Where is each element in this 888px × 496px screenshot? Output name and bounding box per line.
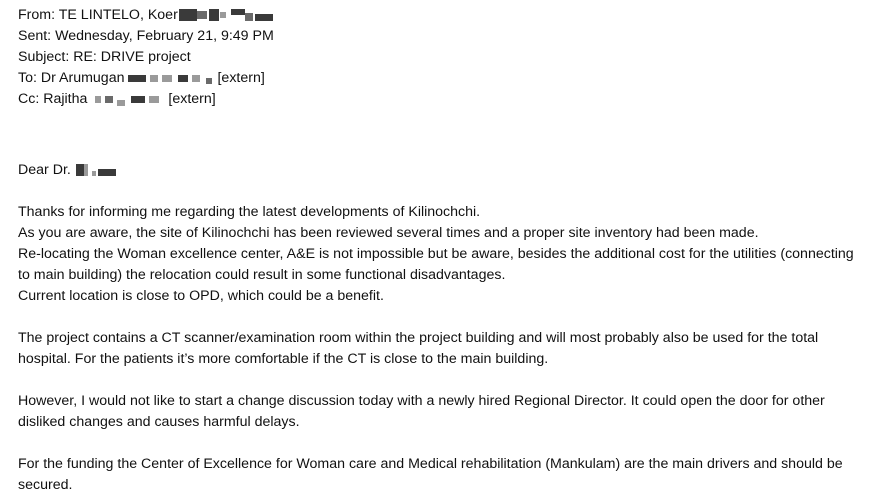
redacted-block <box>76 164 118 176</box>
spacer <box>18 152 884 160</box>
sent-label: Sent: <box>18 28 52 44</box>
body-line: For the funding the Center of Excellence for Woman care and Medical rehabilitation (Mankulam) are the main drivers and should be <box>18 456 843 472</box>
greeting-line <box>18 160 884 181</box>
redacted-block <box>128 72 216 84</box>
subject-line <box>18 47 884 68</box>
sent-line <box>18 26 884 47</box>
from-line <box>18 5 884 26</box>
to-label: To: <box>18 70 37 86</box>
spacer <box>18 433 884 454</box>
from-label: From: <box>18 7 56 23</box>
subject-label: Subject: <box>18 49 70 65</box>
body-line: hospital. For the patients it’s more comfortable if the CT is close to the main building. <box>18 351 549 367</box>
from-name: TE LINTELO, Koer <box>58 7 178 23</box>
body-line: However, I would not like to start a change discussion today with a newly hired Regional Director. It could open the door for other <box>18 393 825 409</box>
spacer <box>18 181 884 202</box>
body-line: Re-locating the Woman excellence center, A&E is not impossible but be aware, besides the additional cost for the utilities (connecting <box>18 246 854 262</box>
to-line <box>18 68 884 89</box>
cc-name: Rajitha <box>43 91 88 107</box>
body-line: The project contains a CT scanner/examination room within the project building and will most probably also be used for the total <box>18 330 819 346</box>
spacer <box>18 131 884 152</box>
body-line: Current location is close to OPD, which could be a benefit. <box>18 288 384 304</box>
cc-tag: [extern] <box>168 91 216 107</box>
redacted-block <box>179 9 275 21</box>
redacted-block <box>91 93 167 105</box>
to-name: Dr Arumugan <box>40 70 125 86</box>
body-line: to main building) the relocation could result in some functional disadvantages. <box>18 267 506 283</box>
spacer <box>18 110 884 131</box>
body-line: secured. <box>18 477 73 493</box>
cc-line <box>18 89 884 110</box>
subject-value: RE: DRIVE project <box>73 49 191 65</box>
body-line: disliked changes and causes harmful delays. <box>18 414 300 430</box>
body-line: As you are aware, the site of Kilinochchi has been reviewed several times and a proper site inventory had been made. <box>18 225 759 241</box>
body-line: Thanks for informing me regarding the latest developments of Kilinochchi. <box>18 204 481 220</box>
cc-label: Cc: <box>18 91 40 107</box>
greeting: Dear Dr. <box>18 162 71 178</box>
email-message <box>18 5 884 496</box>
sent-value: Wednesday, February 21, 9:49 PM <box>55 28 274 44</box>
spacer <box>18 307 884 328</box>
spacer <box>18 370 884 391</box>
to-tag: [extern] <box>217 70 265 86</box>
